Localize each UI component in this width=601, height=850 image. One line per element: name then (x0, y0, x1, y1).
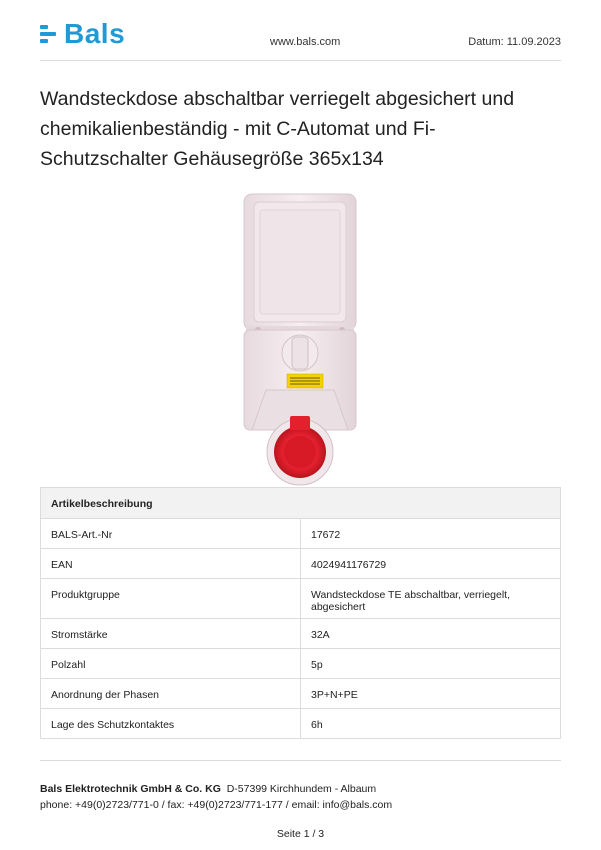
contact-line: phone: +49(0)2723/771-0 / fax: +49(0)2723/771-177 / email: info@bals.com (40, 799, 393, 811)
logo-text: Bals (64, 18, 126, 49)
website-link[interactable]: www.bals.com (270, 36, 341, 48)
table-row (41, 579, 561, 619)
table-row (41, 709, 561, 739)
bals-logo (40, 20, 125, 48)
row-label: Produktgruppe (41, 579, 301, 619)
row-value: 5p (301, 649, 561, 679)
table-row (41, 649, 561, 679)
table-row (41, 519, 561, 549)
row-label: Lage des Schutzkontaktes (41, 709, 301, 739)
row-label: Stromstärke (41, 619, 301, 649)
bals-logo-icon (40, 23, 60, 45)
table-row (41, 619, 561, 649)
company-line (40, 781, 561, 797)
row-label: Anordnung der Phasen (41, 679, 301, 709)
footer-divider (40, 760, 561, 761)
company-address: D-57399 Kirchhundem - Albaum (226, 783, 377, 795)
row-label: EAN (41, 549, 301, 579)
product-image (236, 190, 364, 486)
company-name: Bals Elektrotechnik GmbH & Co. KG (40, 783, 221, 795)
table-header-row (41, 488, 561, 519)
row-value: 6h (301, 709, 561, 739)
article-description-table (40, 487, 561, 739)
table-row (41, 679, 561, 709)
row-value: 4024941176729 (301, 549, 561, 579)
row-value: 17672 (301, 519, 561, 549)
table-header: Artikelbeschreibung (41, 488, 561, 519)
table-row (41, 549, 561, 579)
header-divider (40, 60, 561, 61)
product-title: Wandsteckdose abschaltbar verriegelt abgesichert und chemikalienbeständig - mit C-Automat und Fi-Schutzschalter Gehäusegröße 365x134 (40, 88, 515, 170)
page-header (40, 20, 561, 60)
row-label: Polzahl (41, 649, 301, 679)
document-date: Datum: 11.09.2023 (468, 36, 561, 48)
page-footer (40, 781, 561, 813)
page-number: Seite 1 / 3 (276, 828, 325, 840)
row-value: 32A (301, 619, 561, 649)
row-label: BALS-Art.-Nr (41, 519, 301, 549)
row-value: Wandsteckdose TE abschaltbar, verriegelt, abgesichert (301, 579, 561, 619)
row-value: 3P+N+PE (301, 679, 561, 709)
